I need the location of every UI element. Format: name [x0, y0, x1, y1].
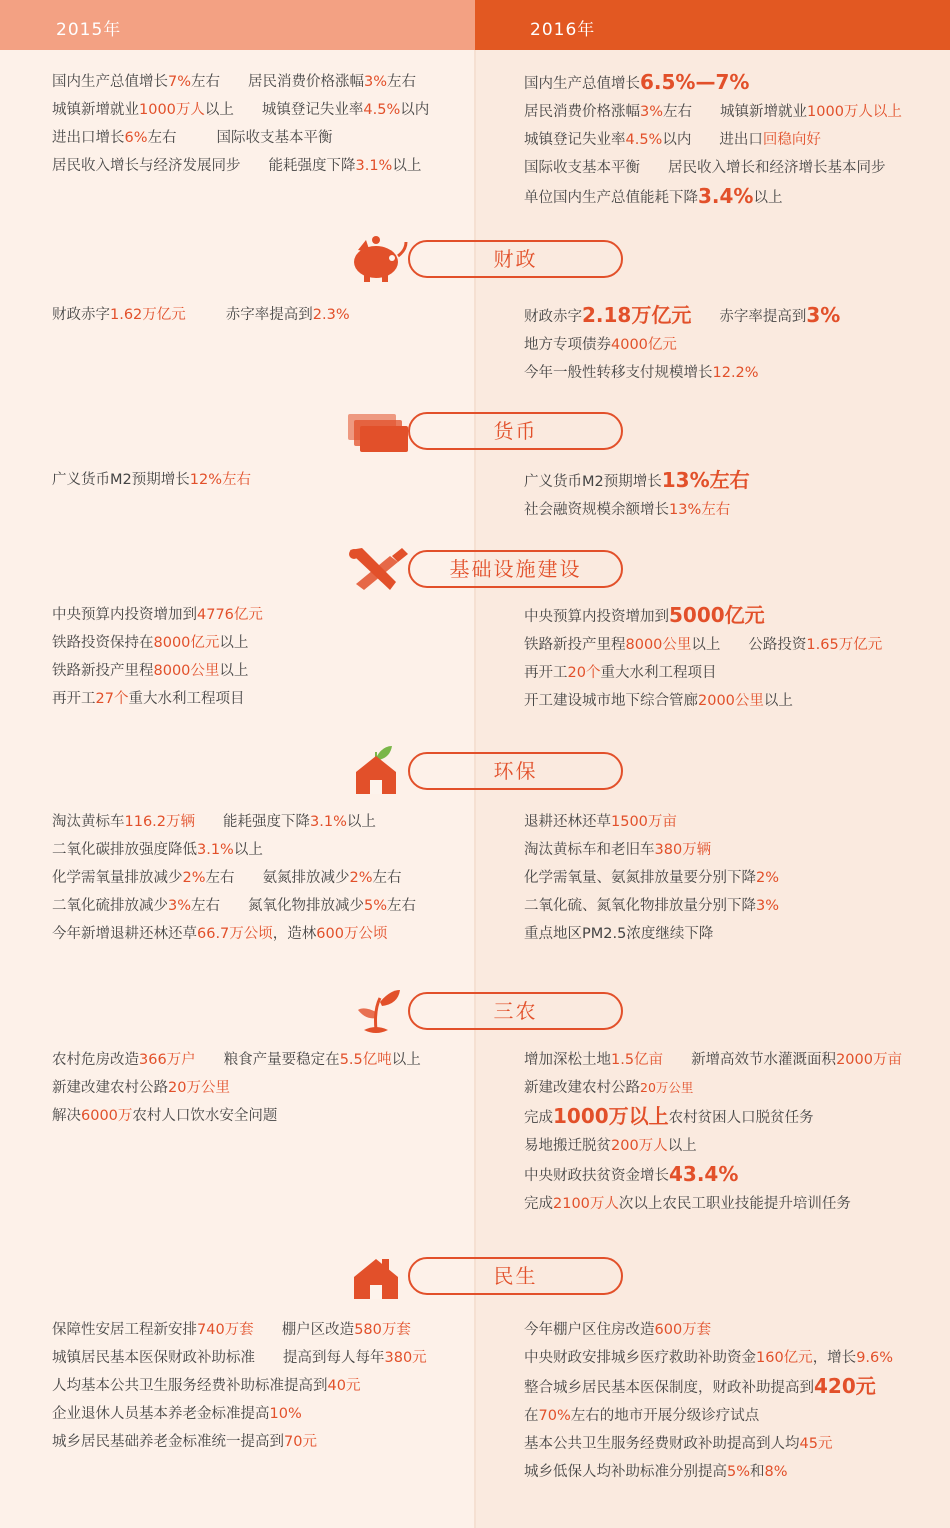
section-title: 基础设施建设: [449, 557, 582, 581]
highlight-value: 4.5%: [363, 102, 401, 118]
data-line: [524, 868, 944, 888]
highlight-value: 1000万人以上: [807, 104, 902, 120]
left-block-livelihood: [52, 1320, 472, 1460]
highlight-value: 20个: [567, 665, 601, 681]
house-icon: [340, 1249, 414, 1301]
text-fragment: 二氧化硫、氮氧化物排放量分别下降: [524, 898, 756, 914]
text-fragment: 以上: [391, 1052, 421, 1068]
data-line: [52, 156, 472, 176]
highlight-value: 10%: [269, 1406, 302, 1422]
data-line: [524, 605, 944, 627]
text-fragment: 城镇登记失业率: [261, 102, 364, 118]
left-block-overview: [52, 72, 472, 184]
highlight-value: 6%: [124, 130, 148, 146]
text-fragment: 提高到每人每年: [283, 1350, 385, 1366]
data-line: [52, 1432, 472, 1452]
highlight-value: 2%: [349, 870, 373, 886]
data-line: [524, 1406, 944, 1426]
text-fragment: 完成: [524, 1110, 553, 1126]
highlight-value: 3.1%: [310, 814, 347, 830]
data-line: [524, 1050, 944, 1070]
text-fragment: 铁路新投产里程: [52, 663, 154, 679]
text-fragment: 化学需氧量、氨氮排放量要分别下降: [524, 870, 756, 886]
text-fragment: 以上: [219, 635, 249, 651]
data-line: [52, 1348, 472, 1368]
highlight-value: 3%: [806, 303, 841, 327]
section-title: 环保: [493, 759, 538, 783]
highlight-value: 13%左右: [661, 468, 750, 492]
data-line: [52, 840, 472, 860]
data-line: [52, 812, 472, 832]
text-fragment: 以上: [233, 842, 263, 858]
highlight-value: 9.6%: [856, 1350, 894, 1366]
text-fragment: 开工建设城市地下综合管廊: [524, 693, 698, 709]
text-fragment: 基本公共卫生服务经费财政补助提高到人均: [524, 1436, 800, 1452]
highlight-value: 6.5%—7%: [640, 70, 750, 94]
data-line: [524, 1078, 944, 1098]
data-line: [524, 812, 944, 832]
text-fragment: 赤字率提高到: [719, 309, 807, 325]
text-fragment: 退耕还林还草: [524, 814, 611, 830]
text-fragment: 左右: [387, 74, 417, 90]
highlight-value: 13%左右: [669, 502, 731, 518]
data-line: [524, 1376, 944, 1398]
text-fragment: 进出口增长: [52, 130, 125, 146]
highlight-value: 3.1%: [355, 158, 393, 174]
data-line: [524, 186, 944, 208]
highlight-value: 70元: [284, 1434, 317, 1450]
highlight-value: 380万辆: [654, 842, 712, 858]
text-fragment: 以上: [763, 693, 793, 709]
right-block-infrastructure: [524, 605, 944, 719]
section-title: 民生: [493, 1264, 538, 1288]
text-fragment: 以上: [392, 158, 422, 174]
text-fragment: 中央预算内投资增加到: [52, 607, 197, 623]
highlight-value: 回稳向好: [762, 132, 821, 148]
text-fragment: 以上: [219, 663, 249, 679]
data-line: [524, 1348, 944, 1368]
text-fragment: 以内: [662, 132, 692, 148]
highlight-value: 4776亿元: [197, 607, 263, 623]
highlight-value: 3%: [364, 74, 388, 90]
left-block-finance: [52, 305, 472, 333]
data-line: [52, 661, 472, 681]
text-fragment: 国内生产总值增长: [524, 76, 640, 92]
text-fragment: 解决: [52, 1108, 81, 1124]
right-block-environment: [524, 812, 944, 952]
highlight-value: 66.7万公顷: [197, 926, 273, 942]
section-header-livelihood: [330, 1255, 630, 1299]
text-fragment: 左右: [387, 898, 417, 914]
data-line: [524, 72, 944, 94]
data-line: [524, 363, 944, 383]
left-block-infrastructure: [52, 605, 472, 717]
highlight-value: 3.1%: [197, 842, 234, 858]
data-line: [524, 1320, 944, 1340]
highlight-value: 1000万人: [139, 102, 205, 118]
text-fragment: 今年新增退耕还林还草: [52, 926, 197, 942]
text-fragment: 再开工: [52, 691, 96, 707]
green-house-icon: [340, 744, 414, 796]
highlight-value: 380元: [384, 1350, 427, 1366]
text-fragment: 农村人口饮水安全问题: [132, 1108, 278, 1124]
text-fragment: 再开工: [524, 665, 568, 681]
highlight-value: 27个: [95, 691, 129, 707]
text-fragment: 广义货币M2预期增长: [524, 474, 662, 490]
text-fragment: 能耗强度下降: [223, 814, 311, 830]
text-fragment: 公路投资: [748, 637, 807, 653]
text-fragment: 城镇新增就业: [720, 104, 808, 120]
highlight-value: 160亿元: [756, 1350, 813, 1366]
highlight-value: 2000万亩: [836, 1052, 902, 1068]
right-block-agriculture: [524, 1050, 944, 1222]
text-fragment: 城镇登记失业率: [524, 132, 626, 148]
text-fragment: 以内: [400, 102, 430, 118]
text-fragment: 左右: [663, 104, 693, 120]
highlight-value: 1.65万亿元: [806, 637, 883, 653]
text-fragment: 居民收入增长与经济发展同步: [52, 158, 241, 174]
text-fragment: 城镇居民基本医保财政补助标准: [52, 1350, 255, 1366]
text-fragment: 淘汰黄标车: [52, 814, 125, 830]
text-fragment: ，增长: [812, 1350, 857, 1366]
section-header-infrastructure: [330, 548, 630, 592]
highlight-value: 5%: [364, 898, 388, 914]
text-fragment: 铁路新投产里程: [524, 637, 626, 653]
text-fragment: 在: [524, 1408, 539, 1424]
text-fragment: 二氧化碳排放强度降低: [52, 842, 197, 858]
section-title: 财政: [493, 247, 538, 271]
data-line: [52, 305, 472, 325]
left-block-currency: [52, 470, 472, 498]
highlight-value: 43.4%: [669, 1162, 739, 1186]
data-line: [52, 896, 472, 916]
highlight-value: 3%: [640, 104, 664, 120]
highlight-value: 600万套: [654, 1322, 712, 1338]
highlight-value: 1.62万亿元: [110, 307, 186, 323]
text-fragment: 城镇新增就业: [52, 102, 139, 118]
data-line: [524, 1106, 944, 1128]
highlight-value: 2.3%: [312, 307, 350, 323]
left-block-environment: [52, 812, 472, 952]
text-fragment: 进出口: [719, 132, 763, 148]
text-fragment: 重大水利工程项目: [128, 691, 245, 707]
text-fragment: 中央财政扶贫资金增长: [524, 1168, 669, 1184]
data-line: [524, 1164, 944, 1186]
data-line: [52, 633, 472, 653]
data-line: [52, 605, 472, 625]
text-fragment: 20万公里: [640, 1080, 694, 1095]
data-line: [524, 635, 944, 655]
section-header-agriculture: [330, 990, 630, 1034]
highlight-value: 600万公顷: [316, 926, 388, 942]
highlight-value: 3.4%: [698, 184, 754, 208]
text-fragment: 今年一般性转移支付规模增长: [524, 365, 713, 381]
data-line: [52, 1320, 472, 1340]
text-fragment: 左右: [191, 898, 221, 914]
highlight-value: 200万人: [611, 1138, 668, 1154]
text-fragment: 左右的地市开展分级诊疗试点: [570, 1408, 760, 1424]
highlight-value: 6000万: [81, 1108, 133, 1124]
data-line: [52, 868, 472, 888]
highlight-value: 1.5亿亩: [611, 1052, 664, 1068]
text-fragment: 二氧化硫排放减少: [52, 898, 168, 914]
text-fragment: 粮食产量要稳定在: [223, 1052, 340, 1068]
data-line: [524, 500, 944, 520]
data-line: [52, 1404, 472, 1424]
section-header-currency: [330, 410, 630, 454]
text-fragment: 左右: [147, 130, 177, 146]
text-fragment: 地方专项债券: [524, 337, 611, 353]
text-fragment: 易地搬迁脱贫: [524, 1138, 611, 1154]
data-line: [52, 924, 472, 944]
text-fragment: 重点地区PM2.5浓度继续下降: [524, 926, 714, 942]
text-fragment: 农村危房改造: [52, 1052, 139, 1068]
text-fragment: 左右: [372, 870, 402, 886]
data-line: [52, 72, 472, 92]
highlight-value: 4.5%: [625, 132, 663, 148]
data-line: [524, 1194, 944, 1214]
text-fragment: 左右: [191, 74, 221, 90]
right-block-finance: [524, 305, 944, 391]
text-fragment: 棚户区改造: [281, 1322, 355, 1338]
highlight-value: 2%: [182, 870, 206, 886]
text-fragment: 单位国内生产总值能耗下降: [524, 190, 698, 206]
highlight-value: 5000亿元: [669, 603, 765, 627]
highlight-value: 116.2万辆: [124, 814, 196, 830]
data-line: [524, 470, 944, 492]
year-label-2015: 2015年: [56, 20, 122, 40]
text-fragment: 以上: [691, 637, 721, 653]
section-header-environment: [330, 750, 630, 794]
text-fragment: 次以上农民工职业技能提升培训任务: [618, 1196, 851, 1212]
data-line: [524, 335, 944, 355]
text-fragment: 增加深松土地: [524, 1052, 611, 1068]
text-fragment: 人均基本公共卫生服务经费补助标准提高到: [52, 1378, 328, 1394]
sprout-icon: [340, 984, 414, 1036]
banknote-icon: [340, 404, 414, 456]
highlight-value: 8%: [764, 1464, 788, 1480]
text-fragment: 国内生产总值增长: [52, 74, 168, 90]
text-fragment: 中央预算内投资增加到: [524, 609, 669, 625]
data-line: [524, 102, 944, 122]
text-fragment: 左右: [205, 870, 235, 886]
text-fragment: ，造林: [272, 926, 317, 942]
right-block-livelihood: [524, 1320, 944, 1490]
text-fragment: 氮氧化物排放减少: [248, 898, 365, 914]
highlight-value: 12%左右: [189, 472, 251, 488]
highlight-value: 40元: [327, 1378, 361, 1394]
text-fragment: 能耗强度下降: [268, 158, 356, 174]
data-line: [524, 663, 944, 683]
data-line: [52, 100, 472, 120]
text-fragment: 新建改建农村公路: [52, 1080, 168, 1096]
data-line: [52, 1376, 472, 1396]
data-line: [524, 158, 944, 178]
text-fragment: 赤字率提高到: [225, 307, 313, 323]
text-fragment: 企业退休人员基本养老金标准提高: [52, 1406, 270, 1422]
text-fragment: 完成: [524, 1196, 553, 1212]
highlight-value: 2100万人: [553, 1196, 619, 1212]
highlight-value: 7%: [168, 74, 192, 90]
data-line: [524, 896, 944, 916]
tools-icon: [340, 542, 414, 594]
data-line: [524, 924, 944, 944]
text-fragment: 以上: [346, 814, 376, 830]
highlight-value: 580万套: [354, 1322, 411, 1338]
right-block-overview: [524, 72, 944, 216]
text-fragment: 今年棚户区住房改造: [524, 1322, 655, 1338]
text-fragment: 财政赤字: [524, 309, 582, 325]
year-header: [0, 0, 950, 50]
highlight-value: 2%: [756, 870, 780, 886]
highlight-value: 8000公里: [153, 663, 220, 679]
text-fragment: 财政赤字: [52, 307, 110, 323]
highlight-value: 8000亿元: [153, 635, 220, 651]
data-line: [52, 1078, 472, 1098]
data-line: [524, 840, 944, 860]
text-fragment: 农村贫困人口脱贫任务: [668, 1110, 814, 1126]
data-line: [52, 128, 472, 148]
highlight-value: 8000公里: [625, 637, 692, 653]
data-line: [524, 1434, 944, 1454]
data-line: [524, 691, 944, 711]
text-fragment: 国际收支基本平衡: [216, 130, 333, 146]
text-fragment: 保障性安居工程新安排: [52, 1322, 197, 1338]
text-fragment: 广义货币M2预期增长: [52, 472, 190, 488]
highlight-value: 2.18万亿元: [582, 303, 692, 327]
left-block-agriculture: [52, 1050, 472, 1134]
data-line: [524, 130, 944, 150]
highlight-value: 4000亿元: [611, 337, 677, 353]
text-fragment: 居民收入增长和经济增长基本同步: [668, 160, 886, 176]
text-fragment: 国际收支基本平衡: [524, 160, 640, 176]
text-fragment: 重大水利工程项目: [600, 665, 717, 681]
text-fragment: 和: [750, 1464, 765, 1480]
data-line: [524, 305, 944, 327]
piggy-bank-icon: [340, 232, 414, 284]
highlight-value: 420元: [814, 1374, 876, 1398]
text-fragment: 新增高效节水灌溉面积: [691, 1052, 837, 1068]
right-block-currency: [524, 470, 944, 528]
data-line: [52, 689, 472, 709]
highlight-value: 5%: [727, 1464, 751, 1480]
highlight-value: 5.5亿吨: [339, 1052, 392, 1068]
text-fragment: 淘汰黄标车和老旧车: [524, 842, 655, 858]
text-fragment: 城乡低保人均补助标准分别提高: [524, 1464, 727, 1480]
text-fragment: 氨氮排放减少: [262, 870, 350, 886]
section-header-finance: [330, 238, 630, 282]
data-line: [524, 1136, 944, 1156]
year-label-2016: 2016年: [530, 20, 596, 40]
text-fragment: 居民消费价格涨幅: [248, 74, 365, 90]
text-fragment: 以上: [204, 102, 234, 118]
text-fragment: 化学需氧量排放减少: [52, 870, 183, 886]
text-fragment: 以上: [667, 1138, 697, 1154]
text-fragment: 城乡居民基础养老金标准统一提高到: [52, 1434, 284, 1450]
data-line: [52, 1106, 472, 1126]
highlight-value: 366万户: [139, 1052, 196, 1068]
highlight-value: 1000万以上: [553, 1104, 669, 1128]
text-fragment: 社会融资规模余额增长: [524, 502, 669, 518]
highlight-value: 3%: [168, 898, 192, 914]
highlight-value: 3%: [756, 898, 780, 914]
text-fragment: 中央财政安排城乡医疗救助补助资金: [524, 1350, 756, 1366]
section-title: 三农: [493, 999, 538, 1023]
highlight-value: 70%: [538, 1408, 571, 1424]
data-line: [52, 1050, 472, 1070]
highlight-value: 2000公里: [698, 693, 764, 709]
text-fragment: 居民消费价格涨幅: [524, 104, 640, 120]
highlight-value: 1500万亩: [611, 814, 677, 830]
data-line: [524, 1462, 944, 1482]
highlight-value: 45元: [799, 1436, 833, 1452]
text-fragment: 整合城乡居民基本医保制度，财政补助提高到: [524, 1380, 814, 1396]
text-fragment: 铁路投资保持在: [52, 635, 154, 651]
highlight-value: 12.2%: [712, 365, 759, 381]
section-title: 货币: [493, 419, 538, 443]
text-fragment: 新建改建农村公路: [524, 1080, 640, 1096]
highlight-value: 740万套: [197, 1322, 254, 1338]
text-fragment: 以上: [753, 190, 783, 206]
highlight-value: 20万公里: [168, 1080, 230, 1096]
data-line: [52, 470, 472, 490]
